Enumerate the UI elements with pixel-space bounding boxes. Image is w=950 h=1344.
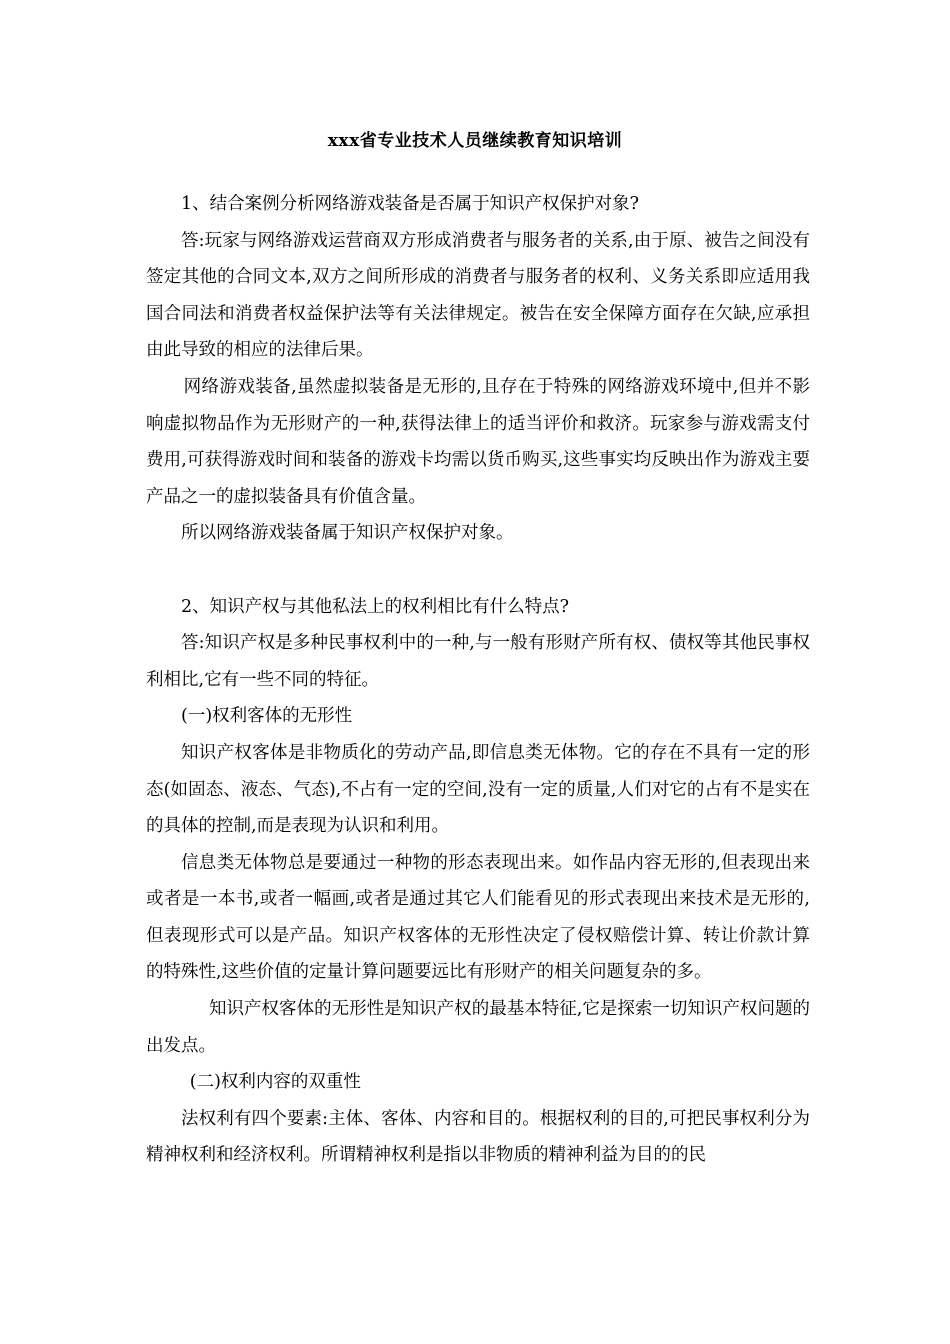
answer-2-paragraph: 知识产权客体的无形性是知识产权的最基本特征,它是探索一切知识产权问题的出发点。 [146, 999, 810, 1056]
section-heading: (一)权利客体的无形性 [181, 706, 353, 727]
question-2: 2、知识产权与其他私法上的权利相比有什么特点? [181, 596, 570, 617]
section-heading: (二)权利内容的双重性 [189, 1072, 361, 1093]
answer-2-paragraph: 信息类无体物总是要通过一种物的形态表现出来。如作品内容无形的,但表现出来或者是一本书,或者一幅画,或者是通过其它人们能看见的形式表现出来技术是无形的,但表现形式可以是产品。知识产权客体的无形性决定了侵权赔偿计算、转让价款计算的特殊性,这些价值的定量计算问题要远比有形财产的相关问题复杂的多。 [146, 852, 810, 983]
answer-1-conclusion: 所以网络游戏装备属于知识产权保护对象。 [181, 523, 514, 544]
document-body [146, 186, 810, 1174]
answer-2-paragraph: 法权利有四个要素:主体、客体、内容和目的。根据权利的目的,可把民事权利分为精神权利和经济权利。所谓精神权利是指以非物质的精神利益为目的的民 [146, 1108, 810, 1166]
paragraph-spacer [146, 552, 810, 589]
answer-2-paragraph: 知识产权客体是非物质化的劳动产品,即信息类无体物。它的存在不具有一定的形态(如固态、液态、气态),不占有一定的空间,没有一定的质量,人们对它的占有不是实在的具体的控制,而是表现为认识和利用。 [146, 742, 810, 837]
question-1: 1、结合案例分析网络游戏装备是否属于知识产权保护对象? [181, 194, 640, 214]
answer-1-paragraph: 答:玩家与网络游戏运营商双方形成消费者与服务者的关系,由于原、被告之间没有签定其他的合同文本,双方之间所形成的消费者与服务者的权利、义务关系即应适用我国合同法和消费者权益保护法等有关法律规定。被告在安全保障方面存在欠缺,应承担由此导致的相应的法律后果。 [146, 230, 810, 361]
document-title: xxx省专业技术人员继续教育知识培训 [327, 131, 623, 151]
answer-2-paragraph: 答:知识产权是多种民事权利中的一种,与一般有形财产所有权、债权等其他民事权利相比,它有一些不同的特征。 [146, 633, 810, 690]
answer-1-paragraph: 网络游戏装备,虽然虚拟装备是无形的,且存在于特殊的网络游戏环境中,但并不影响虚拟物品作为无形财产的一种,获得法律上的适当评价和救济。玩家参与游戏需支付费用,可获得游戏时间和装备的游戏卡均需以货币购买,这些事实均反映出作为游戏主要产品之一的虚拟装备具有价值含量。 [146, 376, 810, 507]
